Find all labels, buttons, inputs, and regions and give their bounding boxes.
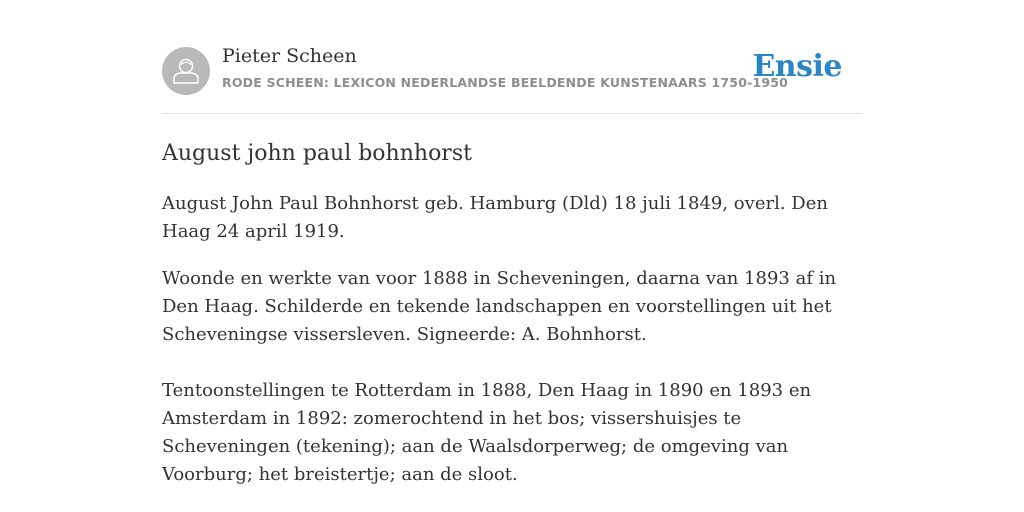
paragraph-exhibitions: Tentoonstellingen te Rotterdam in 1888, Den Haag in 1890 en 1893 en Amsterdam in 1892: zomerochtend in het bos; vissershuisjes te Scheveningen (tekening); aan de Waalsdorperweg; de omgeving van Voorburg; het breistertje; aan de sloot. (162, 380, 812, 485)
paragraph-birth-death: August John Paul Bohnhorst geb. Hamburg (Dld) 18 juli 1849, overl. Den Haag 24 april 1919. (162, 193, 828, 242)
article-header (162, 45, 862, 114)
source-title[interactable]: RODE SCHEEN: LEXICON NEDERLANDSE BEELDENDE KUNSTENAARS 1750-1950 (222, 75, 789, 90)
paragraph-biography: Woonde en werkte van voor 1888 in Scheveningen, daarna van 1893 af in Den Haag. Schilderde en tekende landschappen en voorstellingen uit het Scheveningse vissersleven. Signeerde: A. Bohnhorst. (162, 268, 837, 345)
user-avatar-icon[interactable] (162, 47, 210, 95)
article-card (162, 45, 862, 508)
paragraph-spacer (162, 368, 862, 377)
brand-logo[interactable]: Ensie (752, 49, 842, 84)
page-title: August john paul bohnhorst (162, 141, 472, 166)
article-body (162, 190, 862, 489)
author-name[interactable]: Pieter Scheen (222, 45, 357, 67)
